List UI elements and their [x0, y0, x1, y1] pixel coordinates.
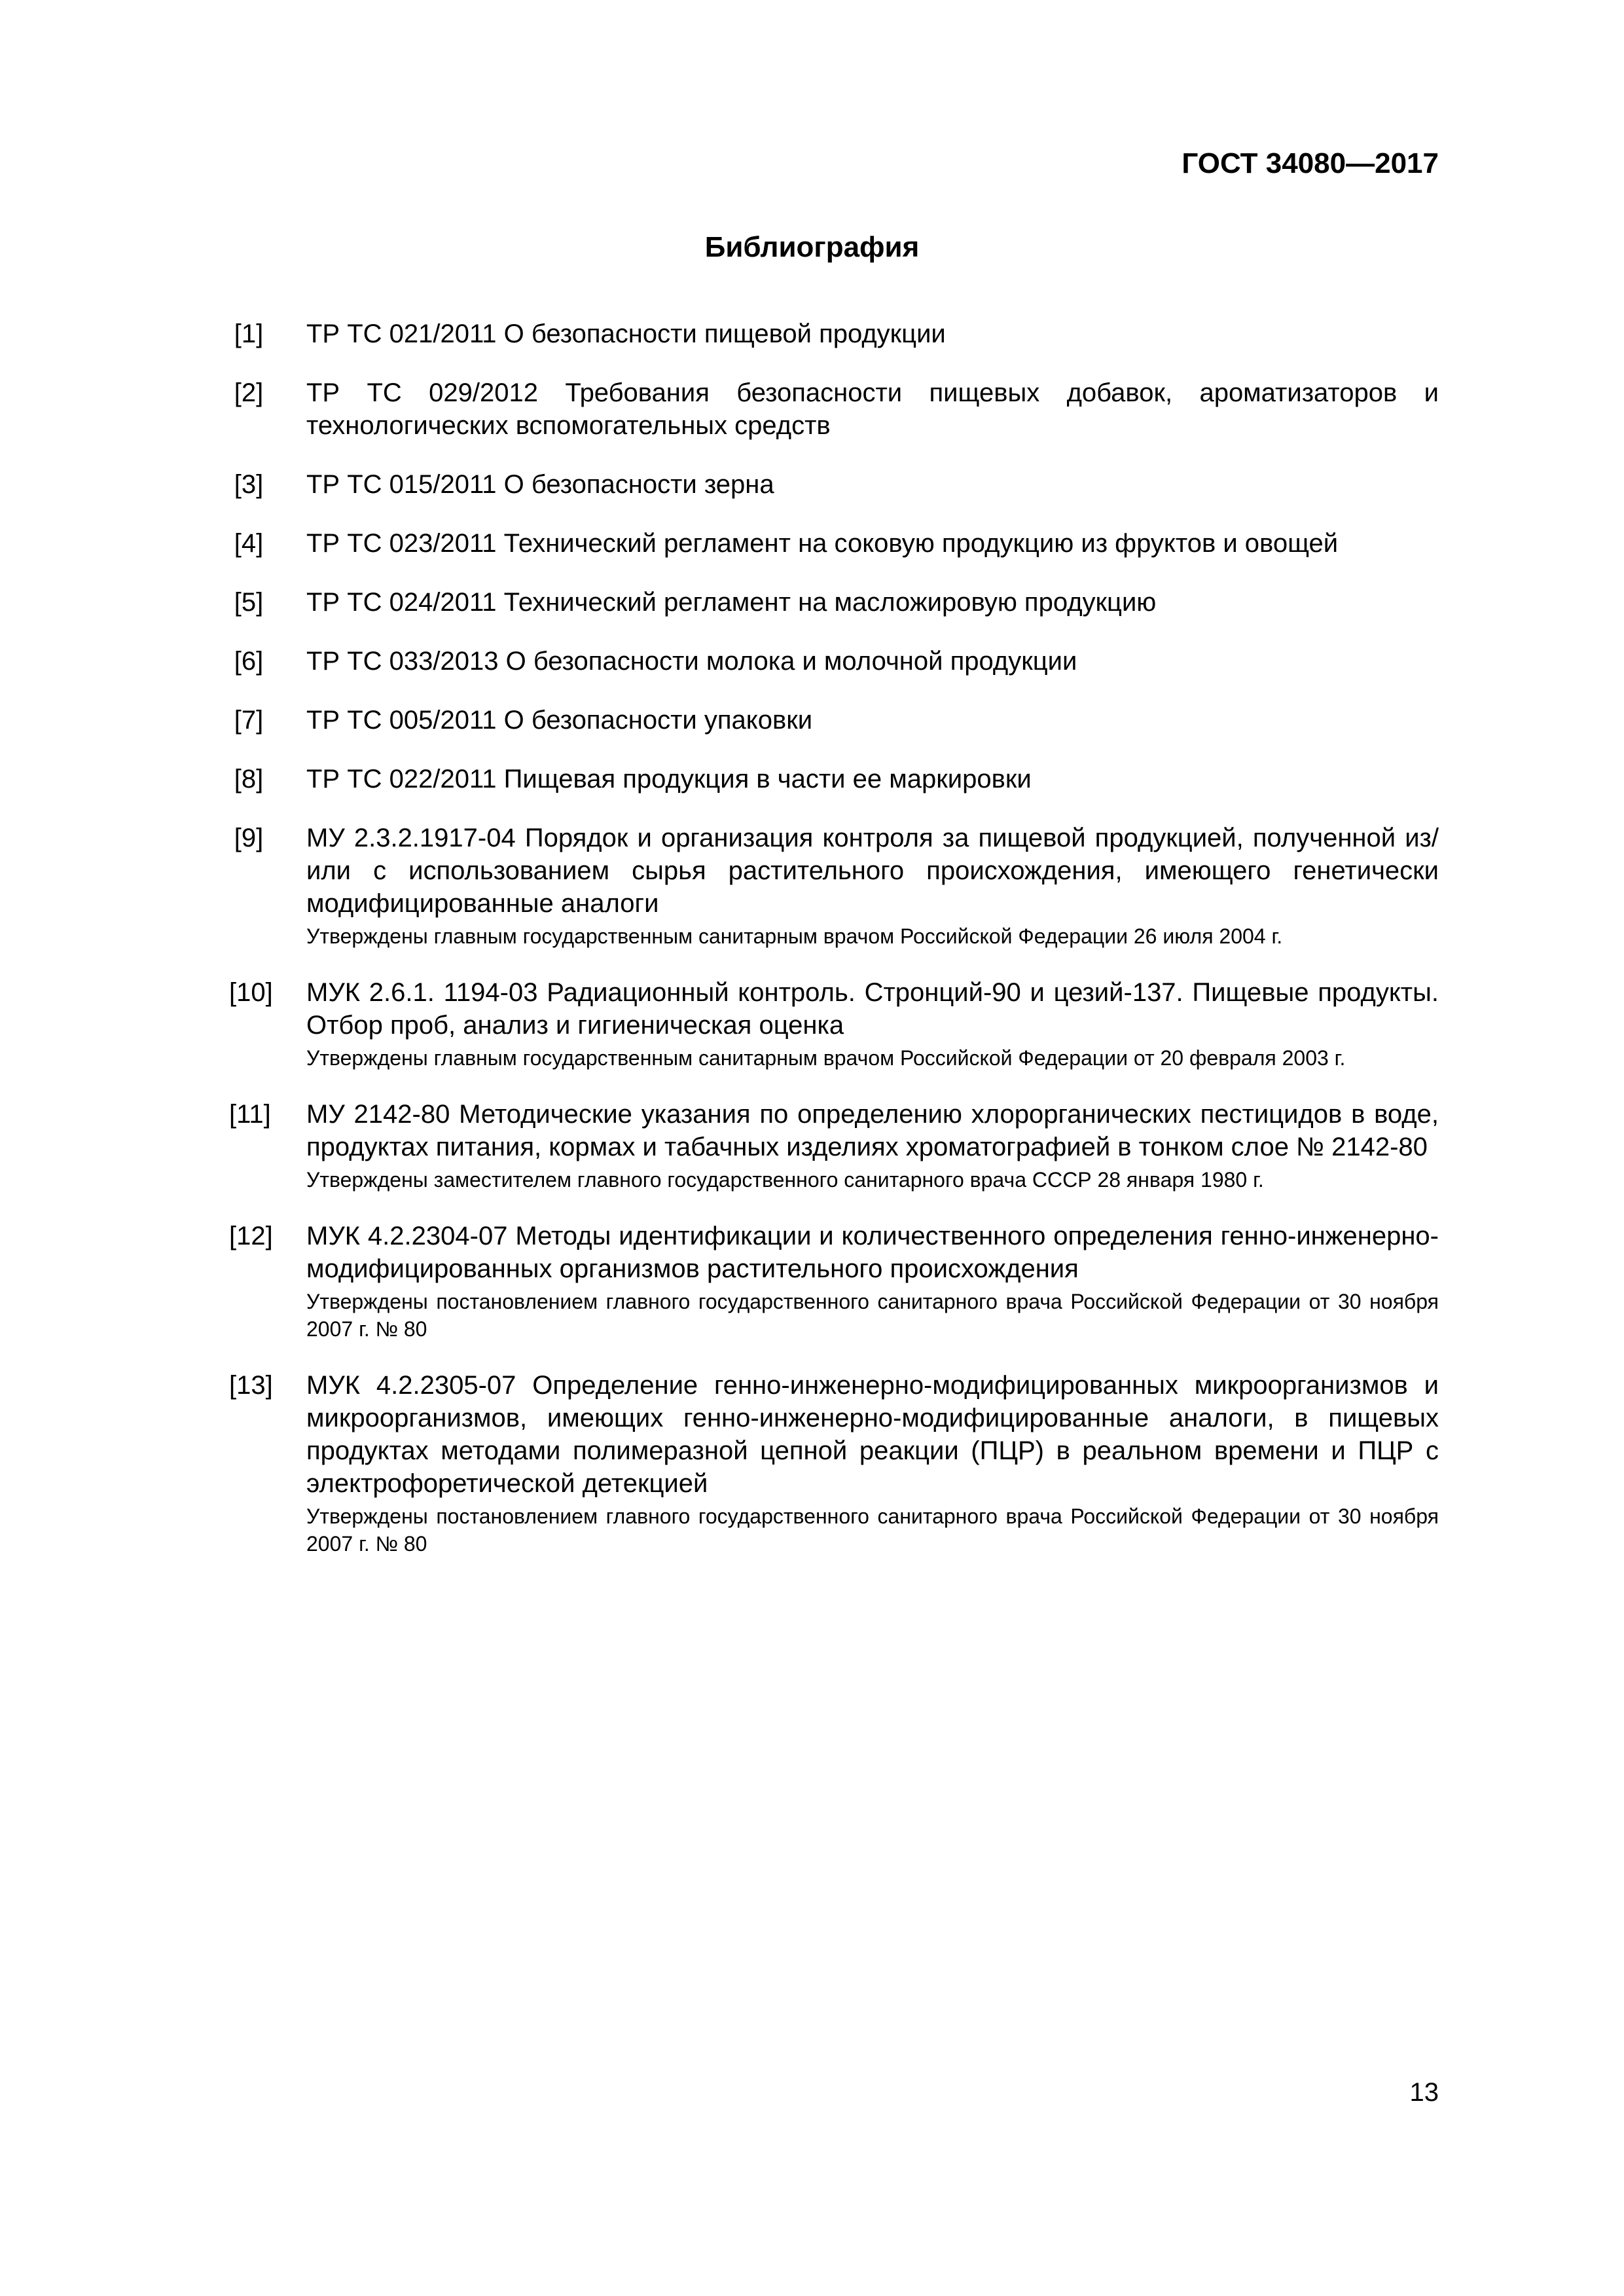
entry-body [268, 586, 1439, 619]
entry-number-cell [190, 376, 268, 442]
entry-number: [8] [234, 765, 264, 793]
entry-text: МУ 2142-80 Методические указания по определению хлорорганических пестицидов в воде, продуктах питания, кормах и табачных изделиях хроматографией в тонком слое № 2142-80 [306, 1100, 1439, 1161]
entry-number: [2] [234, 378, 264, 407]
entry-body [268, 645, 1439, 678]
entry-number: [11] [229, 1100, 271, 1129]
document-id-header: ГОСТ 34080—2017 [1182, 147, 1439, 179]
entry-body [268, 1220, 1439, 1343]
entry-number: [1] [234, 319, 264, 348]
bibliography-entry [190, 763, 1439, 795]
entry-number: [6] [234, 647, 264, 676]
entry-number: [9] [234, 824, 264, 852]
entry-number: [10] [229, 978, 273, 1007]
bibliography-entry [190, 586, 1439, 619]
entry-approval-note: Утверждены главным государственным санитарным врачом Российской Федерации от 20 февраля 2003 г. [306, 1046, 1346, 1070]
entry-text: ТР ТС 021/2011 О безопасности пищевой продукции [306, 319, 946, 348]
bibliography-entry [190, 976, 1439, 1072]
entry-number-cell [190, 468, 268, 501]
entry-text: ТР ТС 022/2011 Пищевая продукция в части ее маркировки [306, 765, 1032, 793]
bibliography-entry [190, 376, 1439, 442]
bibliography-entry [190, 822, 1439, 950]
entry-body [268, 1098, 1439, 1194]
bibliography-list [190, 318, 1439, 1584]
entry-body [268, 763, 1439, 795]
entry-approval-note: Утверждены главным государственным санитарным врачом Российской Федерации 26 июля 2004 г. [306, 924, 1283, 948]
entry-number-cell [190, 1369, 273, 1558]
entry-number-cell [190, 1098, 271, 1194]
entry-approval-note: Утверждены заместителем главного государственного санитарного врача СССР 28 января 1980 г. [306, 1168, 1264, 1192]
entry-text: ТР ТС 024/2011 Технический регламент на масложировую продукцию [306, 588, 1157, 617]
entry-number: [3] [234, 470, 264, 499]
entry-number: [12] [229, 1222, 273, 1250]
bibliography-entry [190, 527, 1439, 560]
entry-number-cell [190, 527, 268, 560]
entry-number-cell [190, 1220, 273, 1343]
entry-number: [13] [229, 1371, 273, 1400]
entry-text: ТР ТС 033/2013 О безопасности молока и молочной продукции [306, 647, 1077, 676]
entry-text: МУ 2.3.2.1917-04 Порядок и организация контроля за пищевой продукцией, полученной из/или с использованием сырья растительного происхождения, имеющего генетически модифицированные аналоги [306, 824, 1439, 918]
entry-body [268, 318, 1439, 350]
bibliography-entry [190, 645, 1439, 678]
entry-body [268, 376, 1439, 442]
entry-approval-note: Утверждены постановлением главного государственного санитарного врача Российской Федерации от 30 ноября 2007 г. № 80 [306, 1504, 1439, 1556]
entry-number-cell [190, 645, 268, 678]
entry-approval-note: Утверждены постановлением главного государственного санитарного врача Российской Федерации от 30 ноября 2007 г. № 80 [306, 1290, 1439, 1341]
entry-body [268, 976, 1439, 1072]
entry-body [268, 527, 1439, 560]
bibliography-entry [190, 704, 1439, 737]
entry-body [268, 822, 1439, 950]
bibliography-entry [190, 468, 1439, 501]
page-number: 13 [1409, 2078, 1439, 2107]
entry-number: [7] [234, 706, 264, 735]
bibliography-entry [190, 1098, 1439, 1194]
entry-text: МУК 4.2.2305-07 Определение генно-инженерно-модифицированных микроорганизмов и микроорганизмов, имеющих генно-инженерно-модифицированные аналоги, в пищевых продуктах методами полимеразной цепной реакции (ПЦР) в реальном времени и ПЦР с электрофоретической детекцией [306, 1371, 1439, 1498]
entry-number: [4] [234, 529, 264, 558]
entry-text: МУК 4.2.2304-07 Методы идентификации и количественного определения генно-инженерно-модифицированных организмов растительного происхождения [306, 1222, 1439, 1283]
entry-text: ТР ТС 029/2012 Требования безопасности пищевых добавок, ароматизаторов и технологических вспомогательных средств [306, 378, 1439, 440]
entry-number-cell [190, 704, 268, 737]
entry-text: МУК 2.6.1. 1194-03 Радиационный контроль. Стронций-90 и цезий-137. Пищевые продукты. Отбор проб, анализ и гигиеническая оценка [306, 978, 1439, 1040]
entry-text: ТР ТС 015/2011 О безопасности зерна [306, 470, 774, 499]
entry-number-cell [190, 763, 268, 795]
entry-number-cell [190, 822, 268, 950]
entry-text: ТР ТС 005/2011 О безопасности упаковки [306, 706, 813, 735]
bibliography-entry [190, 1369, 1439, 1558]
entry-number-cell [190, 586, 268, 619]
entry-number-cell [190, 976, 273, 1072]
entry-number: [5] [234, 588, 264, 617]
entry-body [268, 468, 1439, 501]
entry-text: ТР ТС 023/2011 Технический регламент на соковую продукцию из фруктов и овощей [306, 529, 1339, 558]
entry-number-cell [190, 318, 268, 350]
page-title: Библиография [704, 231, 920, 263]
bibliography-entry [190, 1220, 1439, 1343]
entry-body [268, 1369, 1439, 1558]
entry-body [268, 704, 1439, 737]
bibliography-entry [190, 318, 1439, 350]
